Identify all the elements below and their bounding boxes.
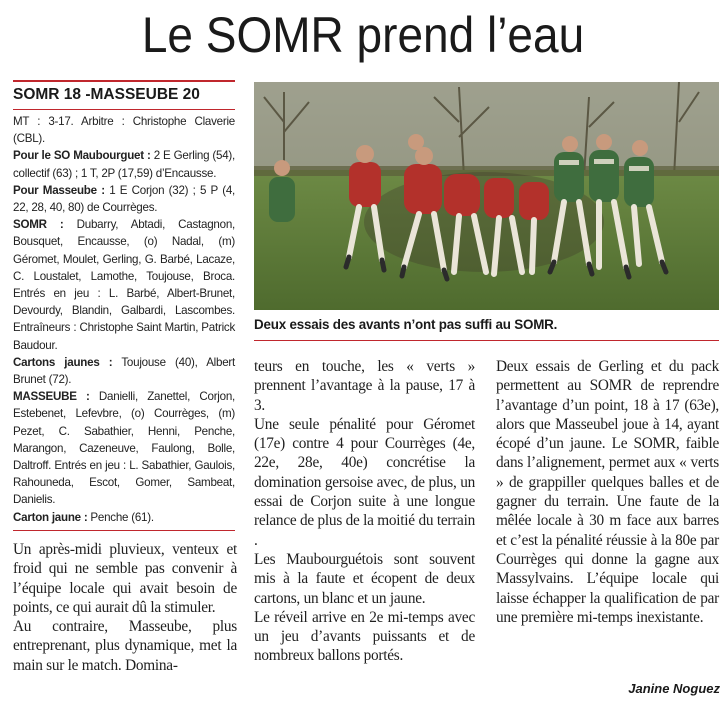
article-paragraph: Les Maubourguétois sont souvent mis à la faute et écopent de deux cartons, un blanc et un jaune. bbox=[254, 550, 475, 607]
match-details bbox=[13, 113, 235, 526]
article-paragraph: Une seule pénalité pour Géromet (17e) contre 4 pour Courrèges (4e, 22e, 28e, 40e) concrétise la domination gersoise avec, de plus, un essai de Corjon suite à une longue relance de plus de la moitié du terrain . bbox=[254, 415, 475, 549]
article-paragraph: Un après-midi pluvieux, venteux et froid qui ne semble pas convenir à l’équipe locale qui avait besoin de points, ce qui aurait dû la stimuler. bbox=[13, 541, 237, 616]
author-byline: Janine Noguez bbox=[628, 681, 720, 696]
masseube-lineup: MASSEUBE : Danielli, Zanettel, Corjon, Estebenet, Lefevbre, (o) Courrèges, (m) Pezet, C. Sabathier, Henni, Penche, Marangon, Cazeneuve, Faulong, Bolle, Daltroff. Entrés en jeu : L. Sabathier, Gaulois, Rahouneda, Escot, Gomer, Sambeat, Danielis. bbox=[13, 390, 235, 507]
somr-yellow-cards: Cartons jaunes : Toujouse (40), Albert Brunet (72). bbox=[13, 355, 235, 387]
article-column-1 bbox=[13, 540, 237, 675]
article-paragraph: Deux essais de Gerling et du pack permettent au SOMR de reprendre l’avantage d’un point, 18 à 17 (63e), alors que Masseubel joue à 14, ayant écopé d’un jaune. Le SOMR, faible dans l’alignement, permet aux « verts » de grappiller quelques balles et de gagner du terrain. Une faute de la mêlée locale à 30 m face aux barres et c’est la pénalité réussie à la 80e par Courrèges qui donne la gagne aux Massylvains. L’équipe locale qui laisse échapper la qualification de par une première mi-temps inexistante. bbox=[496, 358, 719, 626]
somr-points: Pour le SO Maubourguet : 2 E Gerling (54), collectif (63) ; 1 T, 2P (17,59) d’Encausse. bbox=[13, 149, 235, 180]
masseube-yellow-card: Carton jaune : Penche (61). bbox=[13, 510, 154, 524]
photo-caption: Deux essais des avants n’ont pas suffi au SOMR. bbox=[254, 317, 558, 332]
article-column-3 bbox=[496, 357, 719, 627]
match-score: SOMR 18 -MASSEUBE 20 bbox=[13, 85, 235, 110]
half-time-referee: MT : 3-17. Arbitre : Christophe Claverie (CBL). bbox=[13, 115, 235, 146]
somr-lineup: SOMR : Dubarry, Abtadi, Castagnon, Bousquet, Encausse, (o) Nadal, (m) Géromet, Moulet, Gerling, G. Barbé, Lacaze, C. Loustalet, Lamothe, Toujouse, Broca. Entrés en jeu : L. Barbé, Albert-Brunet, Devourdy, Blandin, Galbardi, Lascombes. Entraîneurs : Christophe Saint Martin, Patrick Baudour. bbox=[13, 218, 235, 352]
rugby-scrum-photo bbox=[254, 82, 719, 310]
headline: Le SOMR prend l’eau bbox=[141, 7, 585, 63]
masseube-points: Pour Masseube : 1 E Corjon (32) ; 5 P (4, 22, 28, 40, 80) de Courrèges. bbox=[13, 183, 235, 215]
article-paragraph: Au contraire, Masseube, plus entreprenant, plus dynamique, met la main sur le match. Domina- bbox=[13, 618, 237, 674]
caption-red-rule bbox=[254, 340, 719, 341]
rugby-scrum-illustration bbox=[254, 82, 719, 310]
article-paragraph: Le réveil arrive en 2e mi-temps avec un jeu d’avants puissants et de nombreux ballons portés. bbox=[254, 608, 475, 665]
top-red-rule bbox=[13, 80, 235, 82]
match-result-box bbox=[13, 80, 235, 531]
article-column-2 bbox=[254, 357, 475, 666]
bottom-red-rule bbox=[13, 530, 235, 531]
article-paragraph: teurs en touche, les « verts » prennent l’avantage à la pause, 17 à 3. bbox=[254, 358, 475, 414]
